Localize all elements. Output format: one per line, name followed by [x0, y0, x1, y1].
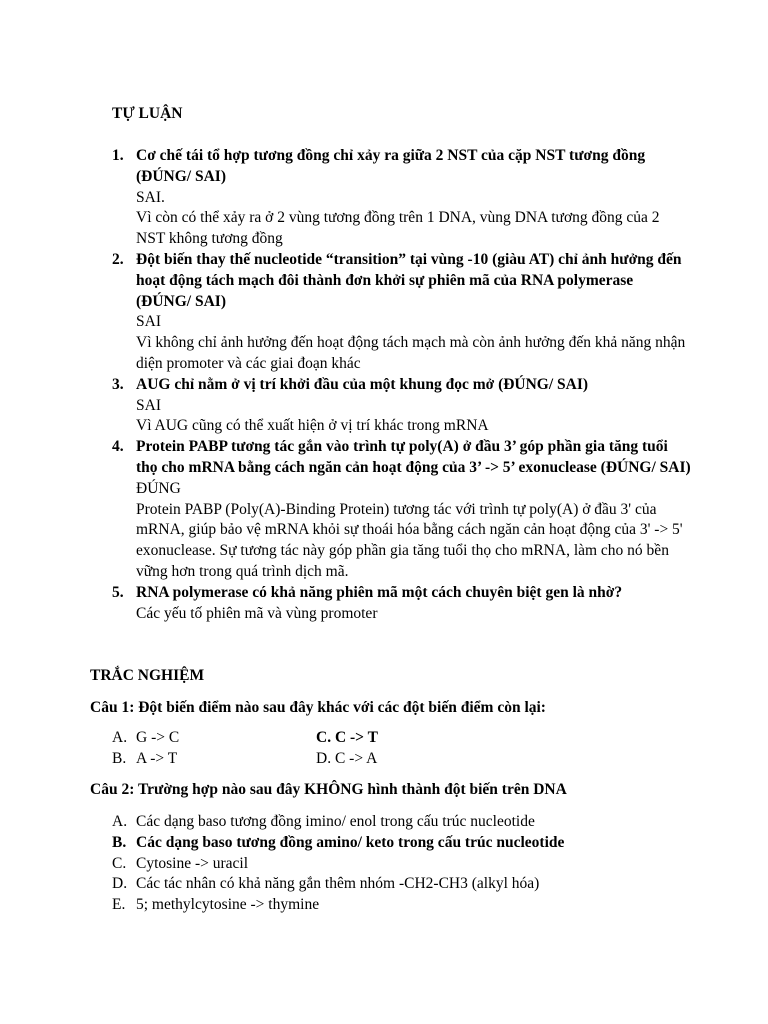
essay-explanation: Vì AUG cũng có thể xuất hiện ở vị trí khác trong mRNA	[136, 417, 489, 435]
essay-explanation: Protein PABP (Poly(A)-Binding Protein) tương tác với trình tự poly(A) ở đầu 3' của mRNA, giúp bảo vệ mRNA khỏi sự thoái hóa bằng cách ngăn cản hoạt động của 3' -> 5' exonuclease. Sự tương tác này góp phần gia tăng tuổi thọ cho mRNA, làm cho nó bền vững hơn trong quá trình dịch mã.	[136, 500, 683, 580]
option-row-2	[112, 749, 378, 770]
option-letter: E.	[112, 896, 126, 914]
essay-answer: Các yếu tố phiên mã và vùng promoter	[136, 604, 378, 622]
essay-question: Cơ chế tái tổ hợp tương đồng chỉ xảy ra giữa 2 NST của cặp NST tương đồng (ĐÚNG/ SAI)	[136, 147, 646, 185]
question-2: Câu 2: Trường hợp nào sau đây KHÔNG hình thành đột biến trên DNA	[90, 781, 567, 798]
essay-item-3	[112, 375, 692, 437]
question-1: Câu 1: Đột biến điểm nào sau đây khác với các đột biến điểm còn lại:	[90, 699, 546, 716]
option-letter: B.	[112, 833, 127, 851]
option-text: G -> C	[136, 729, 180, 746]
essay-list	[112, 146, 692, 624]
option-correct: C. C -> T	[316, 729, 378, 746]
essay-answer: ĐÚNG	[136, 479, 181, 497]
essay-number: 3.	[112, 375, 124, 393]
option-text: 5; methylcytosine -> thymine	[136, 896, 320, 914]
option-letter: C.	[112, 854, 127, 872]
option-text: Các tác nhân có khả năng gắn thêm nhóm -CH2-CH3 (alkyl hóa)	[136, 875, 540, 893]
option-a	[112, 812, 564, 833]
essay-answer: SAI	[136, 396, 161, 414]
essay-number: 5.	[112, 583, 124, 601]
essay-item-5	[112, 583, 692, 625]
option-b-correct	[112, 833, 564, 854]
essay-answer: SAI.	[136, 188, 165, 206]
option-row-1	[112, 728, 378, 749]
option-text: A -> T	[136, 749, 178, 767]
option-text: Các dạng baso tương đồng imino/ enol trong cấu trúc nucleotide	[136, 813, 535, 830]
option-letter: A.	[112, 729, 128, 746]
essay-explanation: Vì không chỉ ảnh hưởng đến hoạt động tách mạch mà còn ảnh hưởng đến khả năng nhận diện promoter và các giai đoạn khác	[136, 334, 686, 372]
essay-question: Protein PABP tương tác gắn vào trình tự poly(A) ở đầu 3’ góp phần gia tăng tuổi thọ cho mRNA bằng cách ngăn cản hoạt động của 3’ -> 5’ exonuclease (ĐÚNG/ SAI)	[136, 438, 691, 476]
essay-item-2	[112, 250, 692, 375]
mc-heading: TRẮC NGHIỆM	[90, 667, 205, 684]
essay-item-1	[112, 146, 692, 250]
option-d	[112, 874, 564, 895]
essay-item-4	[112, 437, 692, 583]
essay-number: 1.	[112, 147, 124, 164]
essay-answer: SAI	[136, 313, 161, 331]
option-c	[112, 854, 564, 875]
essay-number: 4.	[112, 438, 124, 456]
option-letter: A.	[112, 813, 128, 830]
option-text-2: D. C -> A	[316, 749, 378, 767]
question-1-options	[112, 728, 378, 770]
option-letter: B.	[112, 749, 127, 767]
option-e	[112, 895, 564, 916]
essay-number: 2.	[112, 250, 124, 268]
option-text: Cytosine -> uracil	[136, 854, 249, 872]
essay-heading: TỰ LUẬN	[112, 105, 183, 122]
essay-question: RNA polymerase có khả năng phiên mã một cách chuyên biệt gen là nhờ?	[136, 583, 623, 601]
option-text: Các dạng baso tương đồng amino/ keto trong cấu trúc nucleotide	[136, 833, 565, 851]
question-2-options	[112, 812, 564, 916]
option-letter: D.	[112, 875, 128, 893]
essay-explanation: Vì còn có thể xảy ra ở 2 vùng tương đồng trên 1 DNA, vùng DNA tương đồng của 2 NST không tương đồng	[136, 209, 660, 248]
essay-question: Đột biến thay thế nucleotide “transition” tại vùng -10 (giàu AT) chỉ ảnh hưởng đến hoạt động tách mạch đôi thành đơn khởi sự phiên mã của RNA polymerase (ĐÚNG/ SAI)	[136, 250, 682, 310]
essay-question: AUG chỉ nằm ở vị trí khởi đầu của một khung đọc mở (ĐÚNG/ SAI)	[136, 375, 589, 393]
